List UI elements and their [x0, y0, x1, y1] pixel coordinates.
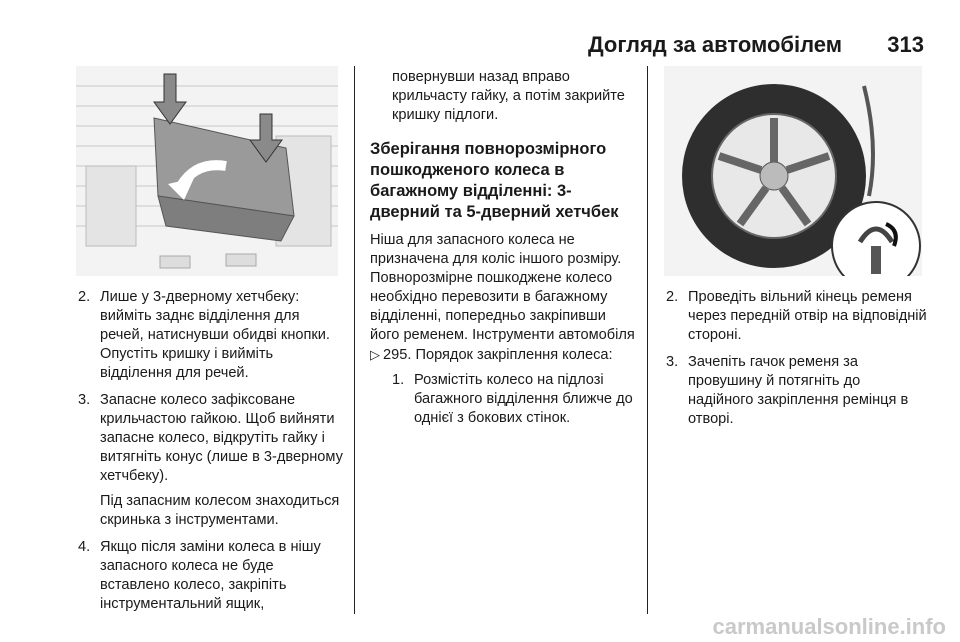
watermark: carmanualsonline.info	[712, 614, 946, 639]
paragraph-text: Ніша для запасного колеса не призначена для коліс іншого розміру. Повнорозмірне пошкоджене колесо необхідно перевозити в багажному відділенні, попередньо закріпивши його ременем. Інструменти автомобіля	[370, 232, 635, 343]
figure-trunk-compartment	[76, 66, 338, 276]
page-title: Догляд за автомобілем	[587, 32, 842, 57]
list-item	[666, 288, 928, 345]
list-item	[78, 391, 346, 486]
page-reference[interactable]: 295.	[383, 347, 412, 363]
page-number: 313	[887, 32, 924, 57]
page-reference-icon: ▷	[370, 347, 380, 362]
wheel-strap-illustration	[664, 66, 922, 276]
list-item	[78, 288, 346, 383]
list-item-text: Якщо після заміни колеса в нішу запасного колеса не буде вставлено колесо, закріпіть інструментальний ящик,	[100, 539, 321, 612]
column-divider-2	[647, 66, 648, 614]
column-3	[666, 288, 928, 437]
list-item-number: 1.	[392, 372, 405, 388]
list-item-text: Лише у 3-дверному хетчбеку: вийміть заднє відділення для речей, натиснувши обидві кнопки. Опустіть кришку і вийміть відділення для речей.	[100, 289, 330, 381]
figure-wheel-strap	[664, 66, 922, 276]
continuation-text: повернувши назад вправо крильчасту гайку, а потім закрийте кришку підлоги.	[392, 69, 625, 123]
list-item-number: 2.	[666, 289, 679, 305]
list-item	[78, 538, 346, 614]
list-item-text: Запасне колесо зафіксоване крильчастою гайкою. Щоб вийняти запасне колесо, відкрутіть гайку і витягніть конус (лише в 3-дверному хетчбеку).	[100, 392, 343, 484]
list-item	[392, 371, 638, 428]
list-item-text: Розмістіть колесо на підлозі багажного відділення ближче до однієї з бокових стінок.	[414, 372, 633, 426]
paragraph-text-end: Порядок закріплення колеса:	[415, 347, 613, 363]
section-heading: Зберігання повнорозмірного пошкодженого колеса в багажному відділенні: 3-дверний та 5-дверний хетчбек	[370, 140, 619, 221]
list-item-text: Зачепіть гачок ременя за провушину й потягніть до надійного закріплення ремінця в отворі.	[688, 354, 909, 427]
list-item	[666, 353, 928, 429]
list-item-number: 4.	[78, 539, 91, 555]
column-divider-1	[354, 66, 355, 614]
list-item-number: 3.	[666, 354, 679, 370]
trunk-compartment-illustration	[76, 66, 338, 276]
list-item-text: Проведіть вільний кінець ременя через передній отвір на відповідній стороні.	[688, 289, 927, 343]
list-item-number: 3.	[78, 392, 91, 408]
column-1	[78, 288, 346, 622]
list-item-number: 2.	[78, 289, 91, 305]
body-paragraph	[370, 231, 638, 365]
column-2	[370, 68, 638, 428]
sub-paragraph: Під запасним колесом знаходиться скринька з інструментами.	[100, 493, 340, 528]
